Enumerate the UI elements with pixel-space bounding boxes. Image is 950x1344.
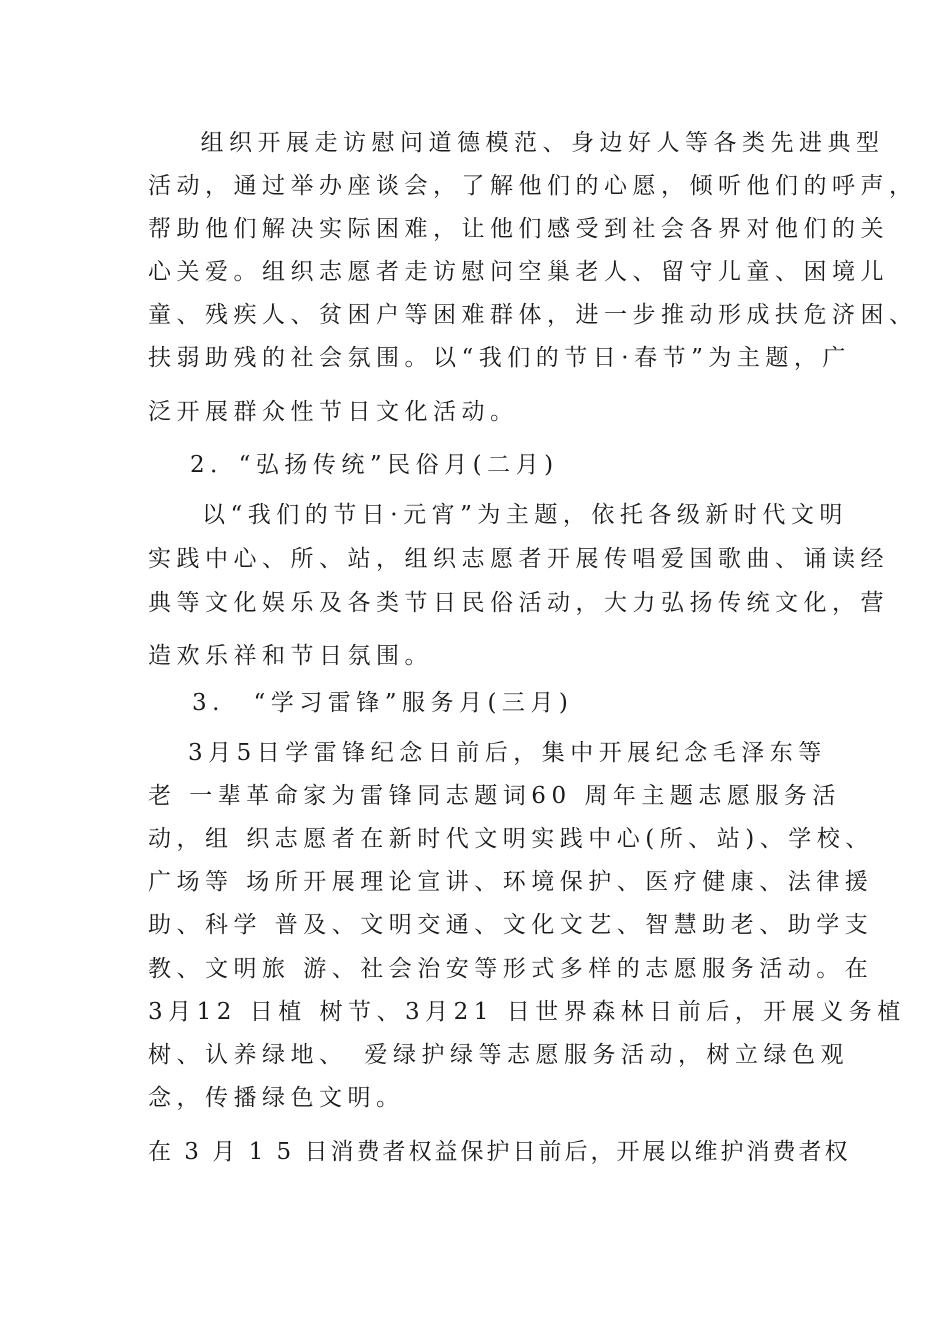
paragraph-line: 帮助他们解决实际困难，让他们感受到社会各界对他们的关	[148, 216, 889, 242]
paragraph-line: 树、认养绿地、 爱绿护绿等志愿服务活动，树立绿色观	[148, 1042, 849, 1068]
paragraph-line: 心关爱。组织志愿者走访慰问空巢老人、留守儿童、困境儿	[148, 259, 889, 285]
paragraph-line: 3月5日学雷锋纪念日前后，集中开展纪念毛泽东等	[188, 740, 827, 766]
paragraph-line: 扶弱助残的社会氛围。以“我们的节日·春节”为主题，广	[148, 345, 851, 371]
paragraph-line: 组织开展走访慰问道德模范、身边好人等各类先进典型	[172, 130, 885, 156]
paragraph-line: 动，组 织志愿者在新时代文明实践中心(所、站)、学校、	[148, 826, 874, 852]
paragraph-line: 广场等 场所开展理论宣讲、环境保护、医疗健康、法律援	[148, 869, 874, 895]
paragraph-line: 泛开展群众性节日文化活动。	[148, 399, 519, 425]
paragraph-line: 3月12 日植 树节、3月21 日世界森林日前后，开展义务植	[148, 999, 906, 1025]
paragraph-line: 童、残疾人、贫困户等困难群体，进一步推动形成扶危济困、	[148, 302, 918, 328]
paragraph-line: 典等文化娱乐及各类节日民俗活动，大力弘扬传统文化，营	[148, 590, 889, 616]
paragraph-line: 活动，通过举办座谈会，了解他们的心愿，倾听他们的呼声，	[148, 173, 918, 199]
paragraph-line: 助、科学 普及、文明交通、文化文艺、智慧助老、助学支	[148, 912, 874, 938]
paragraph-line: 在 3 月 1 5 日消费者权益保护日前后，开展以维护消费者权	[148, 1139, 851, 1165]
paragraph-line: 念，传播绿色文明。	[148, 1085, 405, 1111]
paragraph-line: 老 一辈革命家为雷锋同志题词60 周年主题志愿服务活	[148, 783, 841, 809]
paragraph-line: 造欢乐祥和节日氛围。	[148, 643, 433, 669]
paragraph-line: 实践中心、所、站，组织志愿者开展传唱爱国歌曲、诵读经	[148, 546, 889, 572]
paragraph-line: 以“我们的节日·元宵”为主题，依托各级新时代文明	[202, 502, 848, 528]
paragraph-line: 教、文明旅 游、社会治安等形式多样的志愿服务活动。在	[148, 956, 874, 982]
section-heading: 2．“弘扬传统”民俗月(二月)	[190, 452, 559, 478]
section-heading: 3. “学习雷锋”服务月(三月)	[192, 690, 574, 716]
